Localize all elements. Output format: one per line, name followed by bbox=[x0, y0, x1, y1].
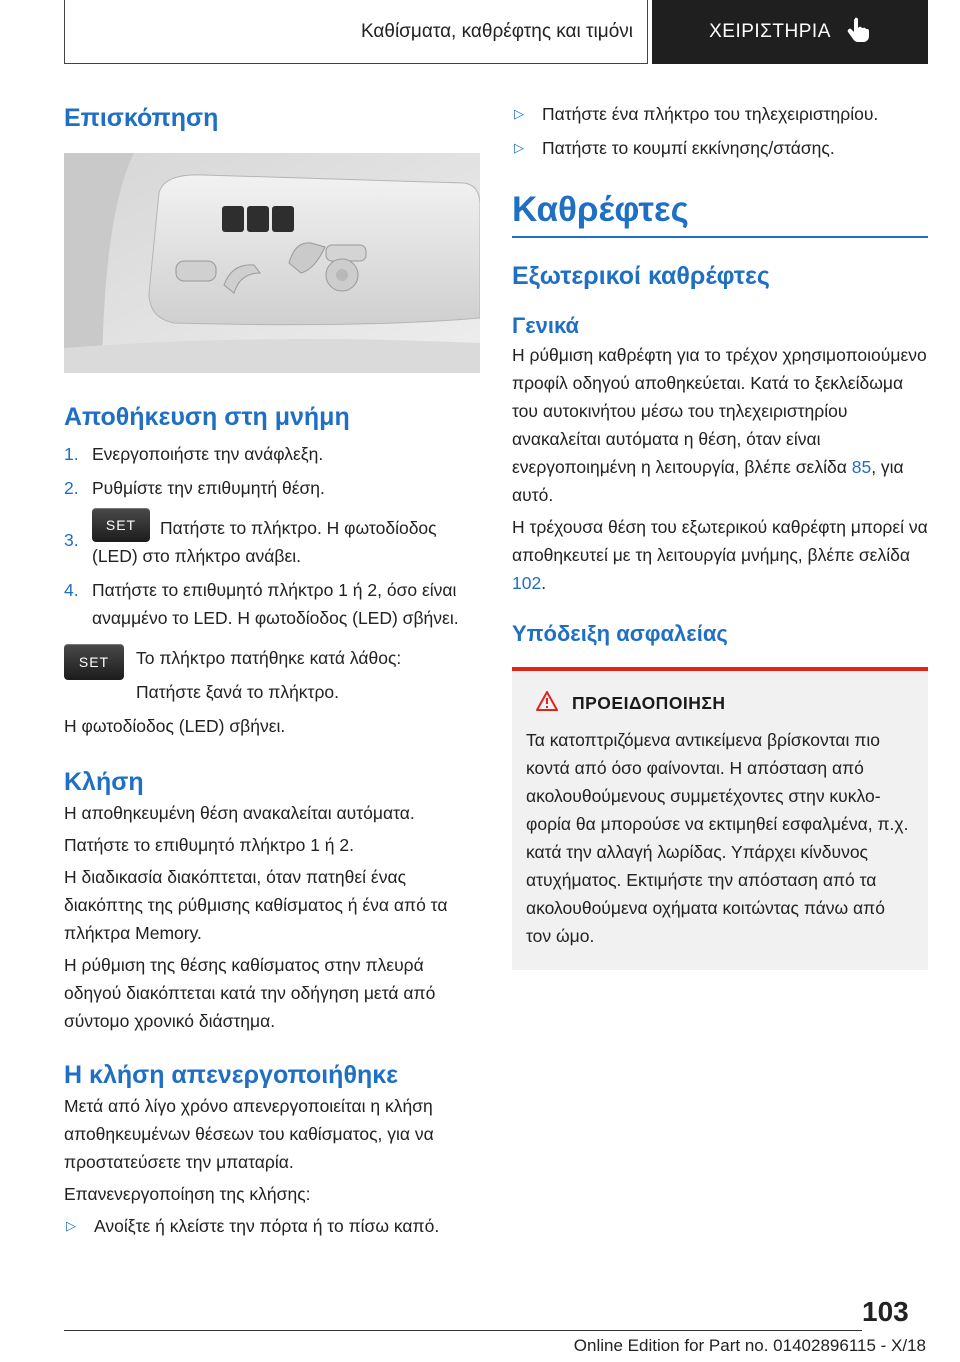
page-link-85[interactable]: 85 bbox=[851, 457, 872, 477]
set-button-icon bbox=[64, 644, 124, 680]
general-heading: Γενικά bbox=[512, 313, 580, 338]
store-heading: Αποθήκευση στη μνήμη bbox=[64, 403, 350, 431]
step-text: Ενεργοποιήστε την ανάφλεξη. bbox=[92, 444, 324, 464]
chapter-header bbox=[64, 0, 648, 64]
warning-box bbox=[512, 667, 928, 970]
general-paragraph bbox=[512, 513, 928, 597]
mistake-note bbox=[64, 644, 482, 706]
triangle-bullet-icon: ▷ bbox=[66, 1218, 76, 1233]
step-text: Πατήστε το επιθυμητό πλήκτρο 1 ή 2, όσο είναι αναμμένο το LED. Η φωτοδίοδος (LED) σβήνει. bbox=[92, 580, 459, 628]
general-paragraph bbox=[512, 341, 928, 509]
step-text: Ρυθμίστε την επιθυμητή θέση. bbox=[92, 478, 325, 498]
led-off-text: Η φωτοδίοδος (LED) σβήνει. bbox=[64, 716, 286, 736]
store-steps-list bbox=[64, 440, 482, 632]
set-label: SET bbox=[105, 517, 137, 533]
hand-pointer-icon bbox=[847, 16, 871, 48]
list-item bbox=[64, 576, 482, 632]
disabled-paragraph: Επανενεργοποίηση της κλήσης: bbox=[64, 1184, 311, 1204]
general-text: , για αυτό. bbox=[512, 457, 904, 505]
bullet-text: Πατήστε ένα πλήκτρο του τηλεχειριστηρίου. bbox=[542, 104, 879, 124]
safety-heading: Υπόδειξη ασφαλείας bbox=[512, 621, 728, 646]
right-column bbox=[512, 100, 928, 970]
bullet-text: Πατήστε το κουμπί εκκίνησης/στάσης. bbox=[542, 138, 835, 158]
edition-text: Online Edition for Part no. 01402896115 - X/18 bbox=[573, 1336, 926, 1355]
page-link-102[interactable]: 102 bbox=[512, 573, 542, 593]
recall-disabled-heading: Η κλήση απενεργοποιήθηκε bbox=[64, 1061, 399, 1089]
step-number: 2. bbox=[64, 478, 79, 498]
recall-paragraph: Η διαδικασία διακόπτεται, όταν πατηθεί ένας διακόπτης της ρύθμισης καθίσματος ή ένα από τα πλήκτρα Memory. bbox=[64, 867, 448, 943]
set-label: SET bbox=[78, 654, 110, 670]
general-text: Η τρέχουσα θέση του εξωτερικού καθρέφτη μπορεί να αποθηκευτεί με τη λειτουργία μνήμης, βλέπε σελίδα bbox=[512, 517, 928, 565]
recall-paragraph: Πατήστε το επιθυμητό πλήκτρο 1 ή 2. bbox=[64, 835, 354, 855]
mistake-line-2: Πατήστε ξανά το πλήκτρο. bbox=[136, 682, 340, 702]
warning-triangle-icon bbox=[536, 691, 558, 716]
bullet-text: Ανοίξτε ή κλείστε την πόρτα ή το πίσω καπό. bbox=[94, 1216, 440, 1236]
step-number: 4. bbox=[64, 580, 79, 600]
section-tab[interactable] bbox=[652, 0, 928, 64]
footer-rule bbox=[64, 1330, 862, 1331]
left-column bbox=[64, 100, 482, 1240]
section-tab-label: ΧΕΙΡΙΣΤΗΡΙΑ bbox=[709, 21, 831, 42]
seat-controls-image bbox=[64, 153, 480, 373]
triangle-bullet-icon: ▷ bbox=[514, 140, 524, 155]
list-item bbox=[512, 100, 928, 128]
chapter-title: Καθίσματα, καθρέφτης και τιμόνι bbox=[360, 20, 633, 42]
exterior-mirrors-heading: Εξωτερικοί καθρέφτες bbox=[512, 262, 770, 290]
step-number: 1. bbox=[64, 444, 79, 464]
triangle-bullet-icon: ▷ bbox=[514, 106, 524, 121]
recall-paragraph: Η ρύθμιση της θέσης καθίσματος στην πλευρά οδηγού διακόπτεται κατά την οδήγηση μετά από σύντομο χρονικό διάστημα. bbox=[64, 955, 436, 1031]
mistake-line-1: Το πλήκτρο πατήθηκε κατά λάθος: bbox=[136, 648, 402, 668]
warning-label: ΠΡΟΕΙΔΟΠΟΙΗΣΗ bbox=[572, 693, 726, 713]
overview-heading: Επισκόπηση bbox=[64, 104, 219, 132]
list-item bbox=[64, 1212, 482, 1240]
list-item bbox=[64, 474, 482, 502]
general-text: . bbox=[541, 573, 547, 593]
set-button-icon bbox=[92, 508, 150, 542]
list-item bbox=[64, 440, 482, 468]
step-text: Πατήστε το πλήκτρο. Η φωτοδίοδος (LED) στο πλήκτρο ανάβει. bbox=[92, 518, 437, 566]
page-number: 103 bbox=[862, 1296, 909, 1327]
warning-header bbox=[526, 691, 912, 716]
list-item bbox=[64, 508, 482, 570]
step-number: 3. bbox=[64, 530, 79, 550]
recall-heading: Κλήση bbox=[64, 768, 144, 796]
list-item bbox=[512, 134, 928, 162]
recall-paragraph: Η αποθηκευμένη θέση ανακαλείται αυτόματα. bbox=[64, 803, 415, 823]
mirrors-heading: Καθρέφτες bbox=[512, 190, 689, 229]
warning-text: Τα κατοπτριζόμενα αντικείμενα βρίσκονται πιο κοντά από όσο φαίνονται. Η απόσταση από ακολουθούμενους συμμετέχοντες στην κυκλοφορία θα μπορούσε να εκτιμηθεί εσφαλμένα, π.χ. κατά την αλλαγή λωρίδας. Υπάρχει κίνδυνος ατυχήματος. Εκτιμήστε την απόσταση από τα ακολουθούμενα οχήματα κοιτώντας πάνω από τον ώμο. bbox=[526, 730, 909, 946]
heading-rule bbox=[512, 236, 928, 238]
general-text: Η ρύθμιση καθρέφτη για το τρέχον χρησιμοποιούμενο προφίλ οδηγού αποθηκεύεται. Κατά το ξεκλείδωμα του αυτοκινήτου μέσω του τηλεχειριστηρίου ανακαλείται αυτόματα η θέση, όταν είναι ενεργοποιημένη η λειτουργία, βλέπε σελίδα bbox=[512, 345, 927, 477]
disabled-paragraph: Μετά από λίγο χρόνο απενεργοποιείται η κλήση αποθηκευμένων θέσεων του καθίσματος, για να προστατεύσετε την μπαταρία. bbox=[64, 1096, 434, 1172]
